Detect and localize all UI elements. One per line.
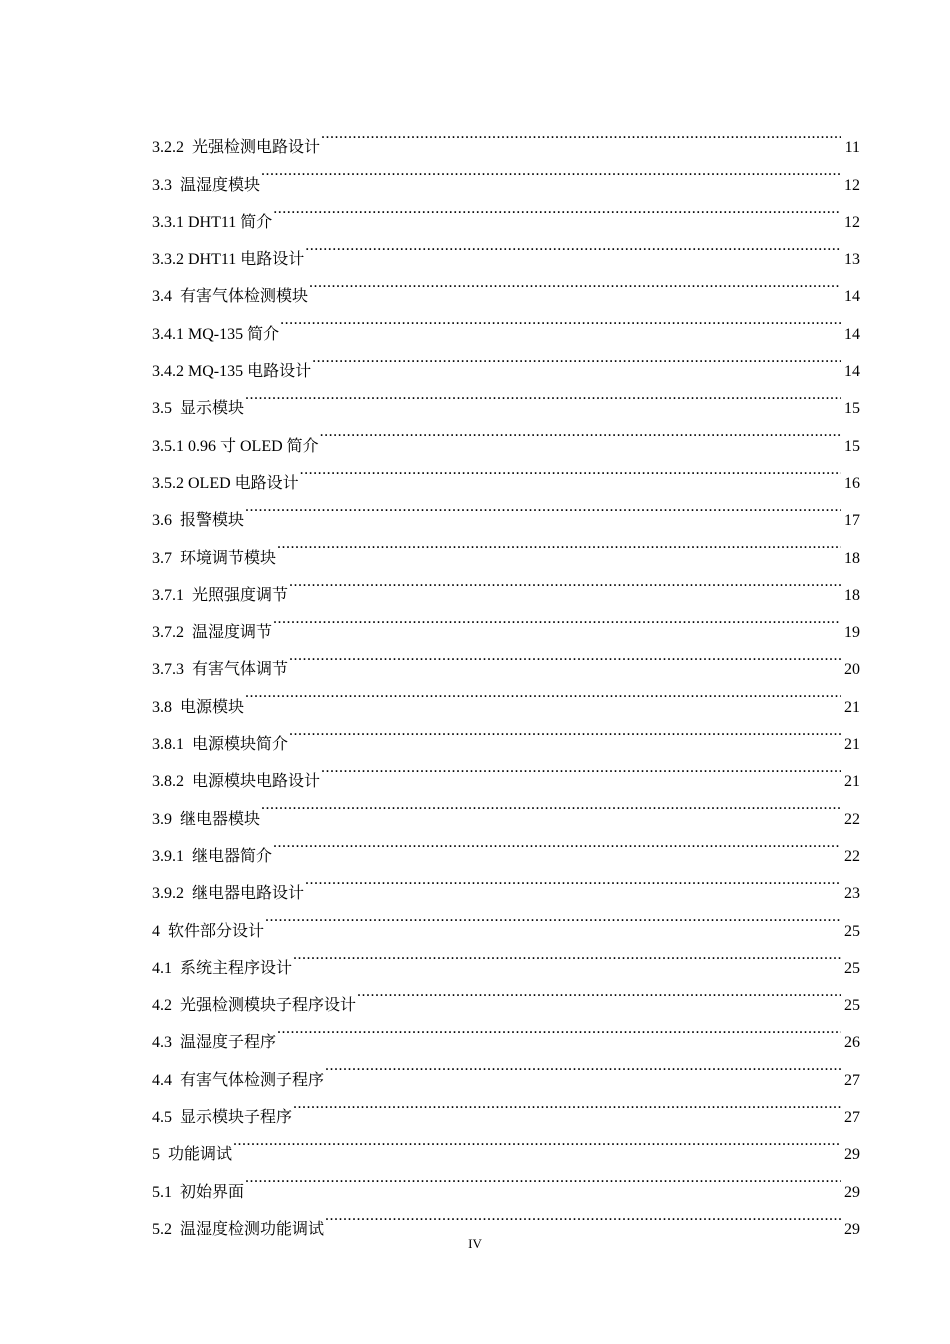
toc-entry-page: 25 — [844, 959, 860, 977]
toc-entry-title: 5.1 初始界面 — [152, 1183, 245, 1201]
toc-entry[interactable] — [152, 674, 860, 716]
toc-entry-page: 29 — [844, 1146, 860, 1164]
toc-dot-leader — [325, 1197, 841, 1234]
toc-entry-title: 3.3.1 DHT11 简介 — [152, 213, 273, 231]
toc-dot-leader — [245, 488, 841, 525]
toc-dot-leader — [245, 674, 841, 711]
toc-dot-leader — [293, 936, 841, 973]
toc-dot-leader — [261, 786, 841, 823]
toc-entry-title: 3.7.1 光照强度调节 — [152, 586, 289, 604]
toc-entry-page: 18 — [844, 586, 860, 604]
toc-entry-page: 14 — [844, 325, 860, 343]
toc-entry-page: 17 — [844, 512, 860, 530]
toc-entry-title: 3.5.2 OLED 电路设计 — [152, 474, 299, 492]
toc-entry[interactable] — [152, 525, 860, 567]
toc-entry-title: 3.3.2 DHT11 电路设计 — [152, 251, 305, 269]
toc-entry-title: 4.5 显示模块子程序 — [152, 1109, 293, 1127]
toc-entry-title: 4.3 温湿度子程序 — [152, 1034, 277, 1052]
toc-dot-leader — [245, 376, 841, 413]
toc-entry-page: 21 — [844, 698, 860, 716]
toc-entry-page: 23 — [844, 885, 860, 903]
toc-entry-title: 5.2 温湿度检测功能调试 — [152, 1220, 325, 1238]
toc-dot-leader — [265, 898, 841, 935]
toc-dot-leader — [277, 525, 841, 562]
toc-entry-title: 5 功能调试 — [152, 1146, 233, 1164]
toc-dot-leader — [293, 1085, 841, 1122]
toc-entry[interactable] — [152, 413, 860, 455]
toc-entry-title: 4.4 有害气体检测子程序 — [152, 1071, 325, 1089]
toc-dot-leader — [305, 861, 841, 898]
toc-entry-page: 16 — [844, 474, 860, 492]
toc-entry-title: 3.3 温湿度模块 — [152, 176, 261, 194]
toc-entry-title: 3.7.2 温湿度调节 — [152, 624, 273, 642]
toc-dot-leader — [312, 339, 841, 376]
toc-dot-leader — [305, 227, 841, 264]
toc-entry-title: 3.4 有害气体检测模块 — [152, 288, 309, 306]
toc-entry[interactable] — [152, 488, 860, 530]
toc-entry[interactable] — [152, 1197, 860, 1238]
toc-entry-page: 15 — [844, 400, 860, 418]
toc-entry-title: 4.1 系统主程序设计 — [152, 959, 293, 977]
toc-entry-page: 22 — [844, 847, 860, 865]
toc-entry-page: 14 — [844, 363, 860, 381]
table-of-contents — [152, 115, 860, 1238]
toc-entry-page: 20 — [844, 661, 860, 679]
toc-entry[interactable] — [152, 376, 860, 418]
toc-dot-leader — [273, 190, 841, 227]
toc-entry-page: 21 — [844, 773, 860, 791]
toc-dot-leader — [289, 712, 841, 749]
toc-dot-leader — [357, 973, 841, 1010]
toc-entry-page: 22 — [844, 810, 860, 828]
toc-entry-title: 3.9 继电器模块 — [152, 810, 261, 828]
toc-entry-title: 3.5.1 0.96 寸 OLED 简介 — [152, 437, 319, 455]
toc-entry[interactable] — [152, 115, 860, 157]
toc-entry-page: 12 — [844, 213, 860, 231]
toc-entry-page: 13 — [844, 251, 860, 269]
toc-entry-page: 21 — [844, 736, 860, 754]
toc-entry-title: 3.6 报警模块 — [152, 512, 245, 530]
toc-dot-leader — [309, 264, 841, 301]
toc-dot-leader — [300, 451, 841, 488]
toc-entry-title: 3.4.2 MQ-135 电路设计 — [152, 363, 312, 381]
toc-dot-leader — [321, 749, 841, 786]
toc-entry-page: 14 — [844, 288, 860, 306]
toc-entry-page: 12 — [844, 176, 860, 194]
toc-entry[interactable] — [152, 1159, 860, 1201]
toc-dot-leader — [289, 637, 841, 674]
toc-dot-leader — [245, 1159, 841, 1196]
toc-entry-title: 3.2.2 光强检测电路设计 — [152, 139, 321, 157]
toc-entry-title: 4.2 光强检测模块子程序设计 — [152, 997, 357, 1015]
toc-dot-leader — [320, 413, 841, 450]
toc-entry-page: 19 — [844, 624, 860, 642]
toc-entry-title: 3.4.1 MQ-135 简介 — [152, 325, 280, 343]
toc-entry[interactable] — [152, 712, 860, 754]
toc-dot-leader — [321, 115, 841, 152]
toc-entry[interactable] — [152, 1122, 860, 1164]
toc-entry-title: 3.8.1 电源模块简介 — [152, 736, 289, 754]
toc-entry-page: 25 — [844, 997, 860, 1015]
toc-dot-leader — [273, 600, 841, 637]
toc-dot-leader — [289, 563, 841, 600]
page-number: IV — [468, 1236, 482, 1251]
toc-entry-title: 3.5 显示模块 — [152, 400, 245, 418]
toc-dot-leader — [273, 824, 841, 861]
toc-entry-title: 4 软件部分设计 — [152, 922, 265, 940]
toc-dot-leader — [325, 1047, 841, 1084]
toc-entry-page: 29 — [844, 1220, 860, 1238]
toc-entry-page: 27 — [844, 1071, 860, 1089]
toc-entry-title: 3.9.2 继电器电路设计 — [152, 885, 305, 903]
toc-dot-leader — [261, 152, 841, 189]
toc-entry-title: 3.7.3 有害气体调节 — [152, 661, 289, 679]
toc-entry-page: 18 — [844, 549, 860, 567]
toc-entry-page: 15 — [844, 437, 860, 455]
toc-entry-title: 3.9.1 继电器简介 — [152, 847, 273, 865]
toc-dot-leader — [233, 1122, 841, 1159]
toc-entry-page: 25 — [844, 922, 860, 940]
toc-entry-title: 3.8.2 电源模块电路设计 — [152, 773, 321, 791]
toc-dot-leader — [280, 301, 841, 338]
toc-entry-page: 29 — [844, 1183, 860, 1201]
toc-entry-page: 27 — [844, 1109, 860, 1127]
toc-entry-title: 3.8 电源模块 — [152, 698, 245, 716]
toc-dot-leader — [277, 1010, 841, 1047]
toc-entry-page: 26 — [844, 1034, 860, 1052]
toc-entry-title: 3.7 环境调节模块 — [152, 549, 277, 567]
toc-entry-page: 11 — [844, 139, 860, 157]
